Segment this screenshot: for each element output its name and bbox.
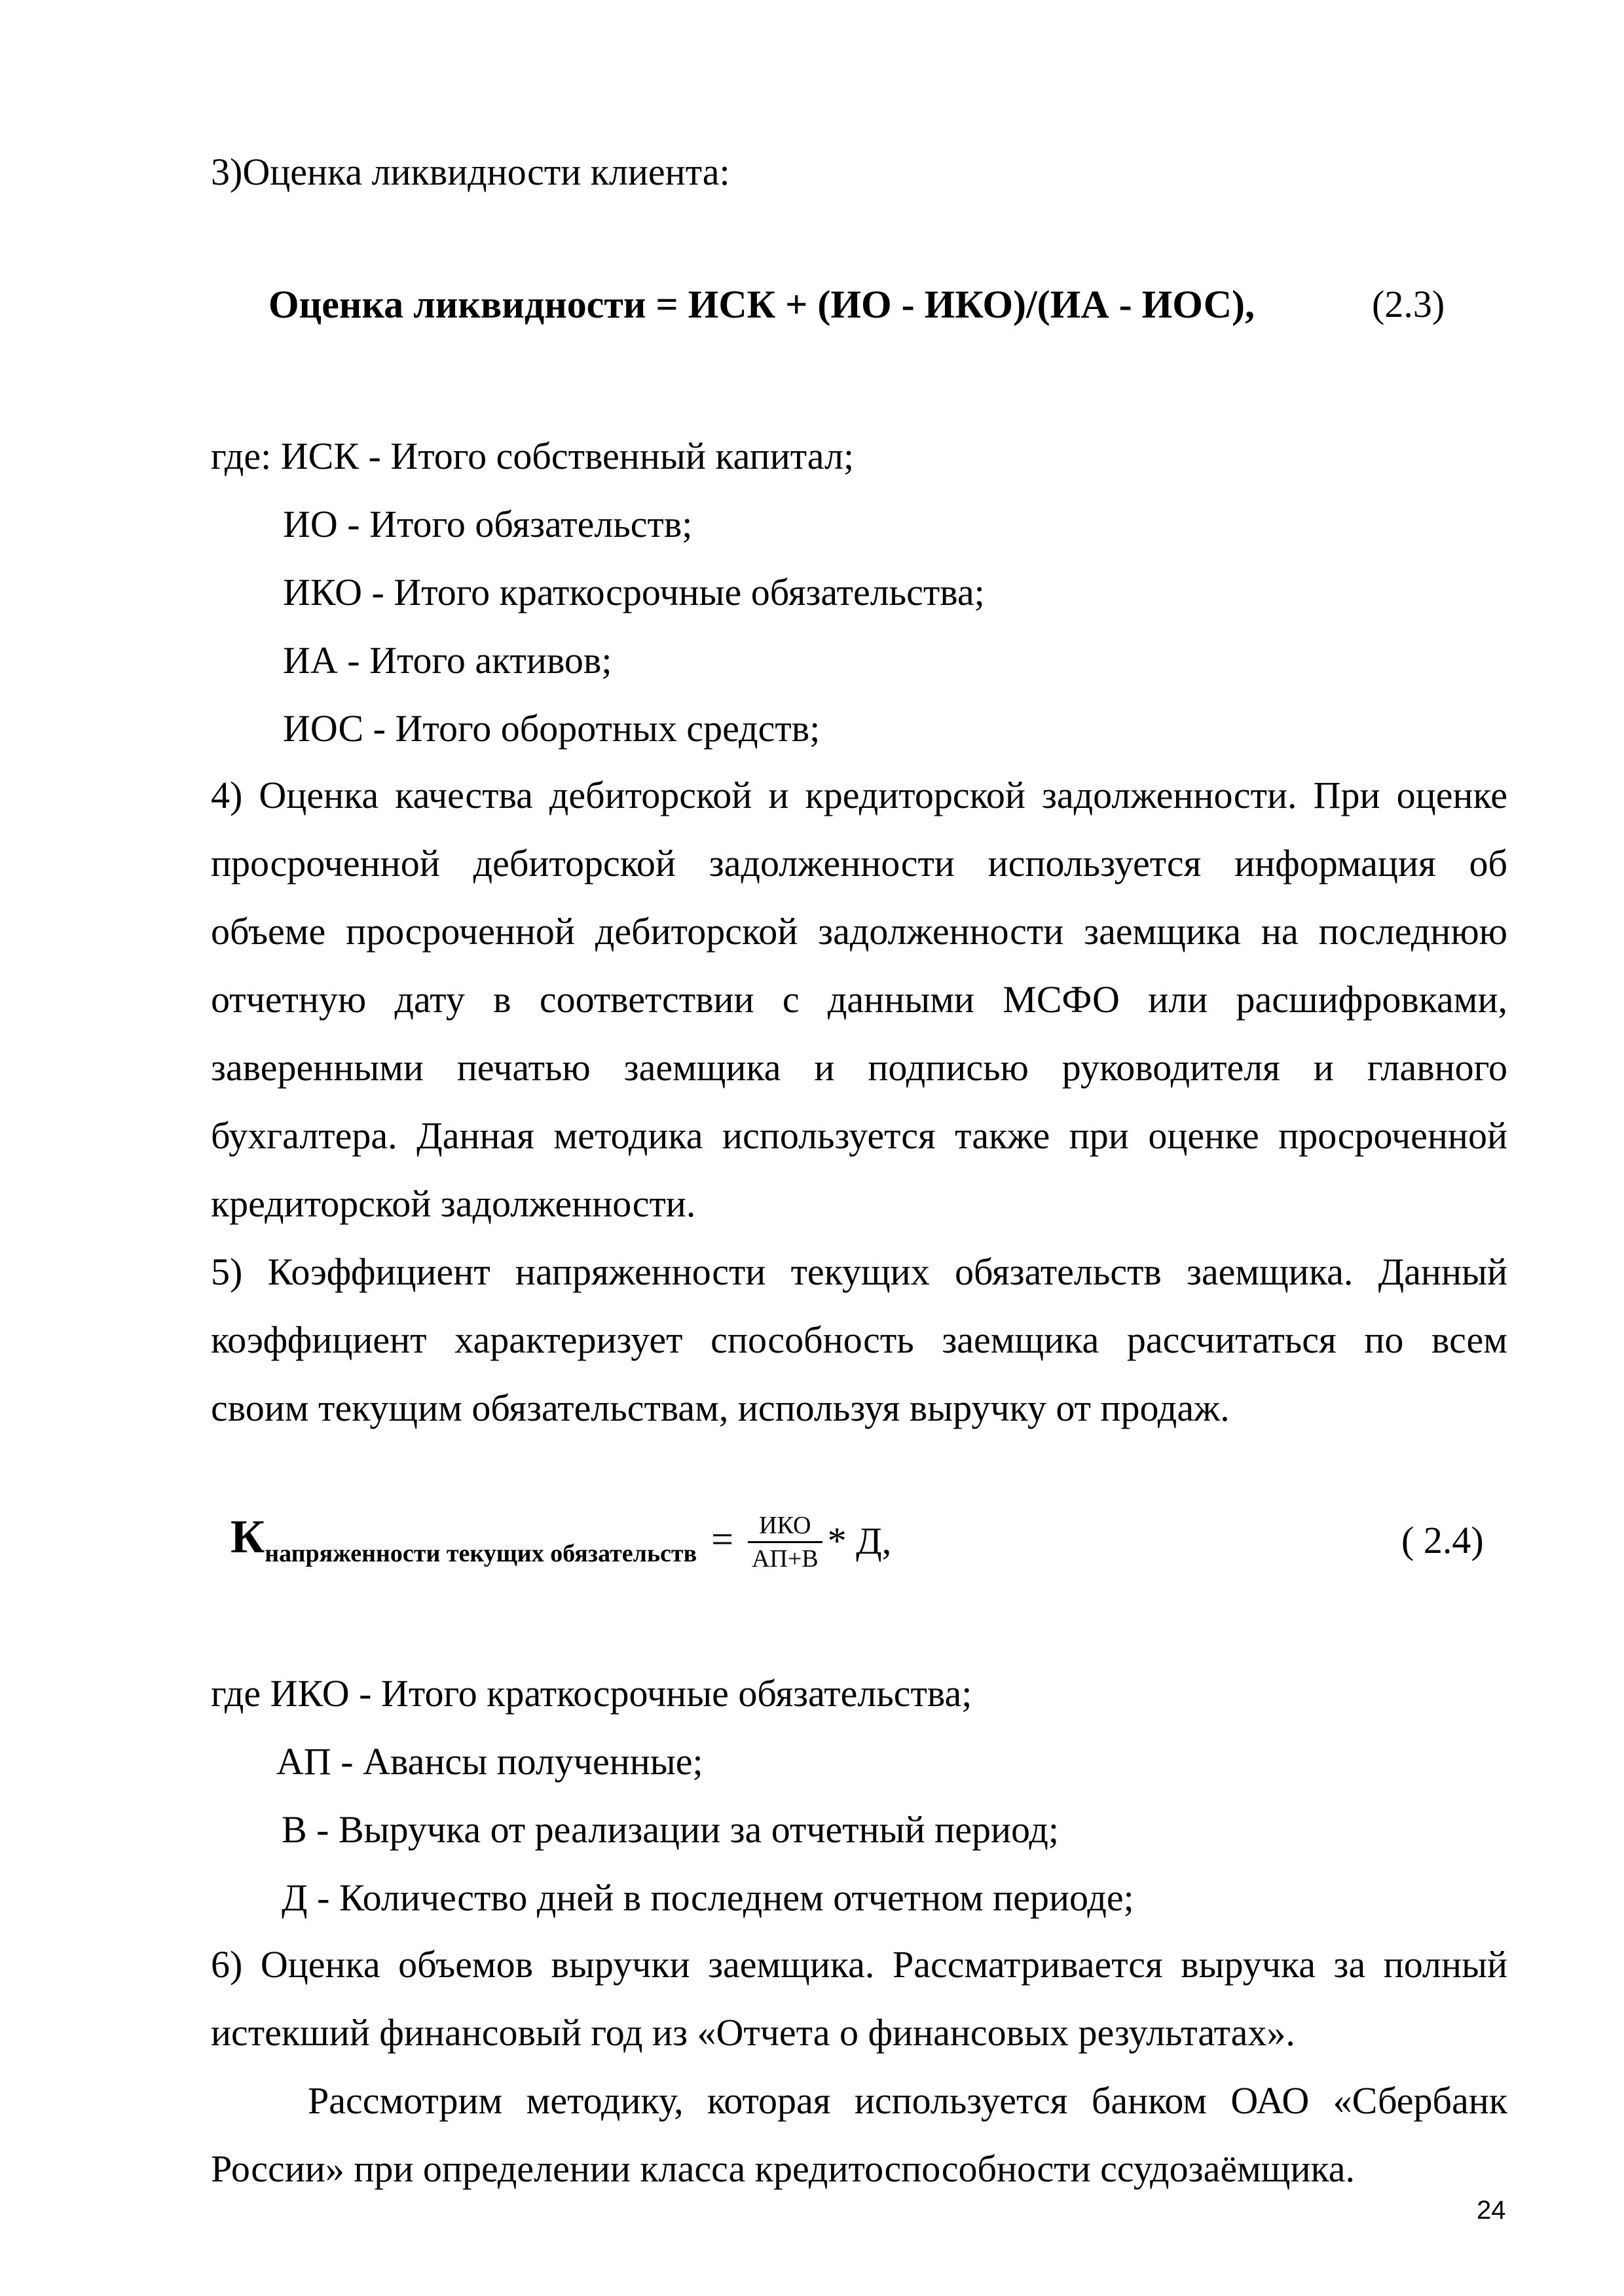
section-6-line: истекший финансовый год из «Отчета о финансовых результатах». <box>211 2011 1295 2054</box>
section-5-line: 5) Коэффициент напряженности текущих обязательств заемщика. Данный <box>211 1250 1507 1293</box>
fraction-numerator: ИКО <box>759 1511 811 1539</box>
definition-ios: ИОС - Итого оборотных средств; <box>283 707 821 750</box>
section-4-line: кредиторской задолженности. <box>211 1182 696 1225</box>
tension-coefficient-formula <box>231 1499 891 1584</box>
section-4-line: отчетную дату в соответствии с данными МСФО или расшифровками, <box>211 978 1507 1021</box>
definition-io: ИО - Итого обязательств; <box>283 503 693 545</box>
page-number: 24 <box>1477 2196 1506 2225</box>
definition-iko-2: где ИКО - Итого краткосрочные обязательства; <box>211 1672 972 1715</box>
section-4-line: объеме просроченной дебиторской задолженности заемщика на последнюю <box>211 910 1507 953</box>
formula-symbol: К <box>231 1510 265 1563</box>
fraction-denominator: АП+В <box>751 1544 819 1573</box>
definition-isk: где: ИСК - Итого собственный капитал; <box>211 435 855 477</box>
closing-line: Рассмотрим методику, которая используется банком ОАО «Сбербанк <box>308 2079 1507 2122</box>
section-4-line: просроченной дебиторской задолженности используется информация об <box>211 842 1507 884</box>
section-6-line: 6) Оценка объемов выручки заемщика. Рассматривается выручка за полный <box>211 1943 1507 1986</box>
section-5-line: коэффициент характеризует способность заемщика рассчитаться по всем <box>211 1319 1507 1361</box>
formula-equals: = <box>711 1517 733 1561</box>
section-4-line: 4) Оценка качества дебиторской и кредиторской задолженности. При оценке <box>211 774 1507 816</box>
liquidity-formula: Оценка ликвидности = ИСК + (ИО - ИКО)/(ИА - ИОС), <box>268 283 1255 326</box>
formula-fraction <box>748 1510 822 1575</box>
formula-subscript: напряженности текущих обязательств <box>265 1540 697 1567</box>
formula-number-2-3: (2.3) <box>1372 283 1445 325</box>
closing-line: России» при определении класса кредитоспособности ссудозаёмщика. <box>211 2147 1356 2190</box>
formula-tail: * Д, <box>827 1519 892 1562</box>
definition-ap: АП - Авансы полученные; <box>276 1740 703 1783</box>
definition-ia: ИА - Итого активов; <box>283 639 612 682</box>
section-4-line: заверенными печатью заемщика и подписью руководителя и главного <box>211 1046 1507 1089</box>
section-3-heading: 3)Оценка ликвидности клиента: <box>211 151 730 193</box>
definition-v: В - Выручка от реализации за отчетный период; <box>282 1808 1059 1851</box>
section-5-line: своим текущим обязательствам, используя выручку от продаж. <box>211 1387 1230 1429</box>
definition-iko: ИКО - Итого краткосрочные обязательства; <box>283 571 985 613</box>
formula-number-2-4: ( 2.4) <box>1401 1519 1484 1561</box>
definition-d: Д - Количество дней в последнем отчетном периоде; <box>282 1876 1134 1919</box>
section-4-line: бухгалтера. Данная методика используется также при оценке просроченной <box>211 1114 1507 1157</box>
